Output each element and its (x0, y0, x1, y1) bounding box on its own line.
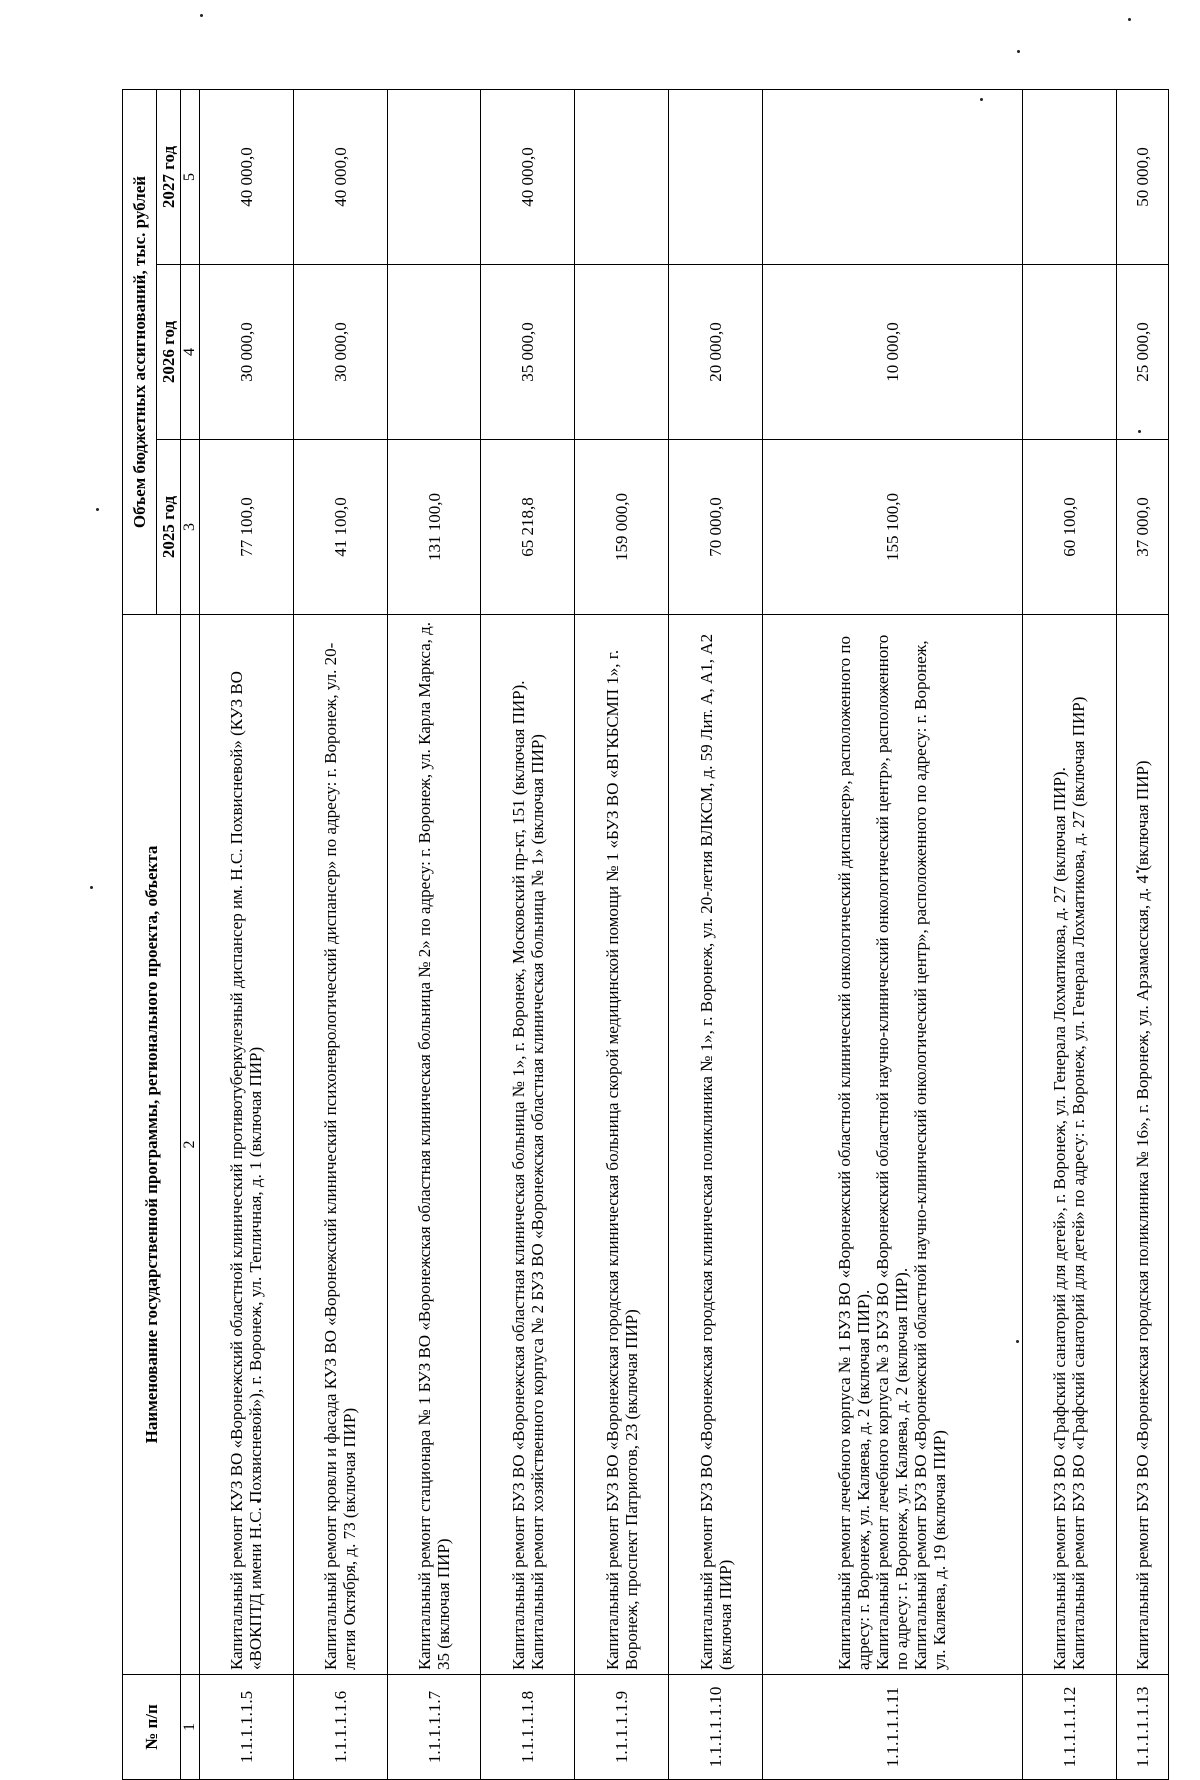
budget-v2025: 77 100,0 (199, 440, 293, 615)
column-index: 3 (181, 440, 200, 615)
table-row (481, 89, 575, 1779)
scan-speck (96, 508, 99, 511)
budget-v2025: 70 000,0 (669, 440, 763, 615)
budget-allocation-table (122, 89, 1169, 1780)
object-name-line: Капитальный ремонт БУЗ ВО «Воронежский областной научно-клинический онкологический центр», расположенного по адресу: г. Воронеж, ул. Каляева, д. 19 (включая ПИР) (911, 640, 950, 1670)
object-name (575, 615, 669, 1675)
table-row (575, 89, 669, 1779)
row-number: 1.1.1.1.1.13 (1116, 1675, 1168, 1780)
object-name-line: Капитальный ремонт стационара № 1 БУЗ ВО «Воронежская областная клиническая больница № 2» по адресу: г. Воронеж, ул. Карла Маркса, д. 35 (включая ПИР) (415, 621, 454, 1670)
table-row (199, 89, 293, 1779)
row-number: 1.1.1.1.1.5 (199, 1675, 293, 1780)
object-name-line: Капитальный ремонт БУЗ ВО «Воронежская областная клиническая больница № 1», г. Воронеж, Московский пр-кт, 151 (включая ПИР). (508, 680, 528, 1670)
row-number: 1.1.1.1.1.7 (387, 1675, 481, 1780)
budget-v2026: 30 000,0 (199, 265, 293, 440)
budget-v2027: 40 000,0 (293, 89, 387, 264)
budget-v2025: 37 000,0 (1116, 440, 1168, 615)
budget-v2026: 30 000,0 (293, 265, 387, 440)
header-volume: Объем бюджетных ассигнований, тыс. рублей (123, 89, 157, 614)
row-number: 1.1.1.1.1.10 (669, 1675, 763, 1780)
column-index: 1 (181, 1675, 200, 1780)
table-row (293, 89, 387, 1779)
object-name-line: Капитальный ремонт БУЗ ВО «Графский санаторий для детей», г. Воронеж, ул. Генерала Лохматикова, д. 27 (включая ПИР). (1050, 767, 1070, 1670)
object-name (199, 615, 293, 1675)
object-name-line: Капитальный ремонт БУЗ ВО «Воронежская городская клиническая больница скорой медицинской помощи № 1 «БУЗ ВО «ВГКБСМП 1», г. Воронеж, проспект Патриотов, 23 (включая ПИР) (602, 649, 641, 1670)
object-name (1022, 615, 1116, 1675)
document-table-wrapper (122, 90, 1169, 1780)
scan-speck (1128, 18, 1131, 21)
object-name-line: Капитальный ремонт хозяйственного корпуса № 2 БУЗ ВО «Воронежская областная клиническая больница № 1» (включая ПИР) (527, 734, 547, 1670)
row-number: 1.1.1.1.1.6 (293, 1675, 387, 1780)
budget-v2026 (575, 265, 669, 440)
row-number: 1.1.1.1.1.12 (1022, 1675, 1116, 1780)
object-name (1116, 615, 1168, 1675)
budget-v2026 (1022, 265, 1116, 440)
table-row (1022, 89, 1116, 1779)
budget-v2027: 50 000,0 (1116, 89, 1168, 264)
row-number: 1.1.1.1.1.9 (575, 1675, 669, 1780)
row-number: 1.1.1.1.1.11 (763, 1675, 1023, 1780)
table-row (669, 89, 763, 1779)
object-name-line: Капитальный ремонт кровли и фасада КУЗ ВО «Воронежский клинический психоневрологический диспансер» по адресу: г. Воронеж, ул. 20-летия Октября, д. 73 (включая ПИР) (321, 642, 360, 1670)
budget-v2025: 159 000,0 (575, 440, 669, 615)
table-row (387, 89, 481, 1779)
budget-v2026: 20 000,0 (669, 265, 763, 440)
budget-v2027 (669, 89, 763, 264)
budget-v2026: 10 000,0 (763, 265, 1023, 440)
table-row (763, 89, 1023, 1779)
budget-v2025: 155 100,0 (763, 440, 1023, 615)
header-year-2025: 2025 год (157, 440, 181, 615)
budget-v2025: 65 218,8 (481, 440, 575, 615)
object-name (481, 615, 575, 1675)
budget-v2026 (387, 265, 481, 440)
row-number: 1.1.1.1.1.8 (481, 1675, 575, 1780)
budget-v2027 (387, 89, 481, 264)
object-name-line: Капитальный ремонт БУЗ ВО «Воронежская городская поликлиника № 16», г. Воронеж, ул. Арзамасская, д. 4 (включая ПИР) (1132, 760, 1152, 1670)
object-name-line: Капитальный ремонт лечебного корпуса № 3 БУЗ ВО «Воронежский областной научно-клинический онкологический центр», расположенного по адресу: г. Воронеж, ул. Каляева, д. 2 (включая ПИР). (873, 634, 912, 1670)
budget-v2027: 40 000,0 (199, 89, 293, 264)
column-index: 4 (181, 265, 200, 440)
table-row (1116, 89, 1168, 1779)
object-name-line: Капитальный ремонт БУЗ ВО «Графский санаторий для детей» по адресу: г. Воронеж, ул. Генерала Лохматикова, д. 27 (включая ПИР) (1069, 696, 1089, 1670)
budget-v2025: 60 100,0 (1022, 440, 1116, 615)
budget-v2026: 35 000,0 (481, 265, 575, 440)
budget-v2027 (763, 89, 1023, 264)
header-num: № п/п (123, 1675, 181, 1780)
budget-v2027 (1022, 89, 1116, 264)
budget-v2027: 40 000,0 (481, 89, 575, 264)
scan-speck (1017, 50, 1020, 53)
budget-v2027 (575, 89, 669, 264)
object-name-line: Капитальный ремонт БУЗ ВО «Воронежская городская клиническая поликлиника № 1», г. Воронеж, ул. 20-летия ВЛКСМ, д. 59 Лит. А, А1, А2 (включая ПИР) (696, 633, 735, 1670)
object-name (293, 615, 387, 1675)
object-name (763, 615, 1023, 1675)
table-body (199, 89, 1168, 1779)
budget-v2025: 131 100,0 (387, 440, 481, 615)
scan-speck (200, 14, 203, 17)
budget-v2025: 41 100,0 (293, 440, 387, 615)
object-name (669, 615, 763, 1675)
header-year-2027: 2027 год (157, 89, 181, 264)
object-name-line: Капитальный ремонт КУЗ ВО «Воронежский областной клинический противотуберкулезный диспансер им. Н.С. Похвисневой» (КУЗ ВО «ВОКПТД имени Н.С. Похвисневой»), г. Воронеж, ул. Тепличная, д. 1 (включая ПИР) (227, 671, 266, 1670)
object-name-line: Капитальный ремонт лечебного корпуса № 1 БУЗ ВО «Воронежский областной клинический онкологический диспансер», расположенного по адресу: г. Воронеж, ул. Каляева, д. 2 (включая ПИР). (835, 635, 874, 1670)
column-index: 5 (181, 89, 200, 264)
object-name (387, 615, 481, 1675)
scan-speck (90, 886, 93, 889)
header-name: Наименование государственной программы, регионального проекта, объекта (123, 615, 181, 1675)
budget-v2026: 25 000,0 (1116, 265, 1168, 440)
column-index: 2 (181, 615, 200, 1675)
header-year-2026: 2026 год (157, 265, 181, 440)
